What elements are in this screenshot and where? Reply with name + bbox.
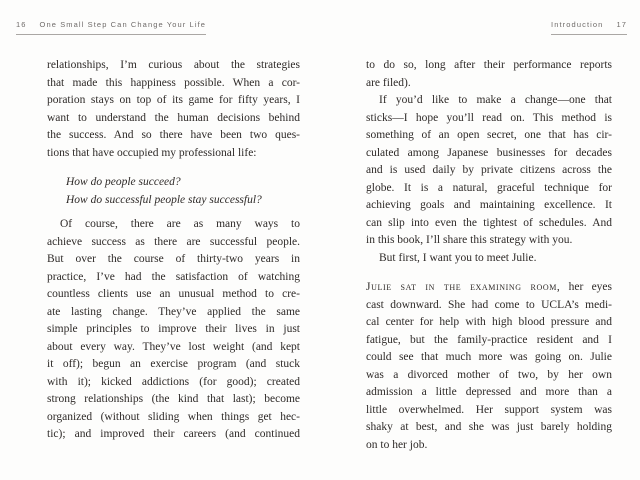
text-line: If you’d like to make a change—one that: [379, 94, 612, 106]
text-line: How do successful people stay successful?: [66, 193, 262, 206]
text-line: tions that have occupied my professional life:: [47, 146, 257, 159]
text-line: cast downward. She had come to UCLA’s medi-: [366, 298, 612, 311]
text-line: ate lasting change. They’ve applied the same: [47, 305, 300, 318]
section-julie-body: [366, 297, 612, 455]
text-line: organized (without sliding when things get hec-: [47, 410, 300, 423]
page-number-right: 17: [616, 20, 627, 29]
text-line: Of course, there are as many ways to: [60, 218, 300, 230]
text-line: achieving goals and maintaining excellence. It: [366, 199, 612, 211]
paragraph-meet-julie: [366, 250, 612, 268]
text-line: to do so, long after their performance reports: [366, 59, 612, 71]
text-line: admission a little depressed and more than a: [366, 386, 612, 398]
text-line: strong relationships (the kind that last); become: [47, 393, 300, 405]
running-title-left: One Small Step Can Change Your Life: [39, 20, 207, 29]
text-line: in this book, I’ll share this strategy with you.: [366, 234, 573, 246]
text-line: fatigue, but the family-practice resident and I: [366, 333, 612, 346]
text-column-right: [366, 57, 612, 454]
section-opening-line: [366, 279, 612, 297]
text-line: little overwhelmed. Her support system was: [366, 403, 612, 416]
text-line: sticks—I hope you’ll read on. This method is: [366, 111, 612, 124]
text-line: simple principles to improve their lives in just: [47, 323, 300, 335]
running-header-right: [551, 20, 627, 35]
text-line: globe. It is a natural, graceful technique for: [366, 181, 612, 194]
text-line: practice, I’ve had the satisfaction of watching: [47, 270, 300, 283]
text-line: want to understand the human decisions behind: [47, 111, 300, 124]
text-line: cal center for help with high blood pressure and: [366, 316, 612, 328]
running-header-left: [16, 20, 206, 35]
section-julie: [366, 279, 612, 454]
text-column-left: [47, 57, 300, 444]
text-line: and is used daily by private citizens across the: [366, 164, 612, 176]
text-line: But over the course of thirty-two years in: [47, 253, 300, 265]
text-line: the success. And so there have been two ques-: [47, 129, 300, 141]
text-line: can slip into even the tightest of schedules. And: [366, 216, 612, 229]
section-smallcaps-lead: Julie sat in the examining room,: [366, 281, 561, 293]
text-line: culated among Japanese businesses for decades: [366, 146, 612, 159]
text-line: could see that much more was going on. Julie: [366, 351, 612, 363]
paragraph-method: [366, 92, 612, 250]
page-number-left: 16: [16, 20, 27, 29]
paragraph-strategies: [47, 57, 300, 162]
text-line: are filed).: [366, 76, 411, 89]
section-opening-rest: her eyes: [560, 281, 612, 293]
text-line: that made this happiness possible. When a cor-: [47, 76, 300, 89]
text-line: relationships, I’m curious about the strategies: [47, 59, 300, 71]
paragraph-reports: [366, 57, 612, 92]
paragraph-of-course: [47, 216, 300, 444]
text-line: countless clients use an unusual method to cre-: [47, 288, 300, 300]
text-line: But first, I want you to meet Julie.: [379, 251, 537, 264]
text-line: on to her job.: [366, 438, 428, 451]
text-line: achieve success as there are successful people.: [47, 235, 300, 248]
text-line: How do people succeed?: [66, 176, 181, 188]
text-line: poration stays on top of its game for fifty years, I: [47, 94, 300, 106]
text-line: about every way. They’ve lost weight (and kept: [47, 340, 300, 353]
text-line: shaky at best, and she was just barely holding: [366, 421, 612, 433]
text-line: something of an open secret, one that has cir-: [366, 129, 612, 141]
text-line: with it); kicked addictions (for good); created: [47, 375, 300, 388]
text-line: it off); begun an exercise program (and stuck: [47, 358, 300, 370]
pull-quote-questions: [66, 174, 300, 209]
text-line: was a divorced mother of two, by her own: [366, 368, 612, 381]
running-title-right: Introduction: [551, 20, 604, 29]
text-line: tic); and improved their careers (and continued: [47, 428, 300, 440]
